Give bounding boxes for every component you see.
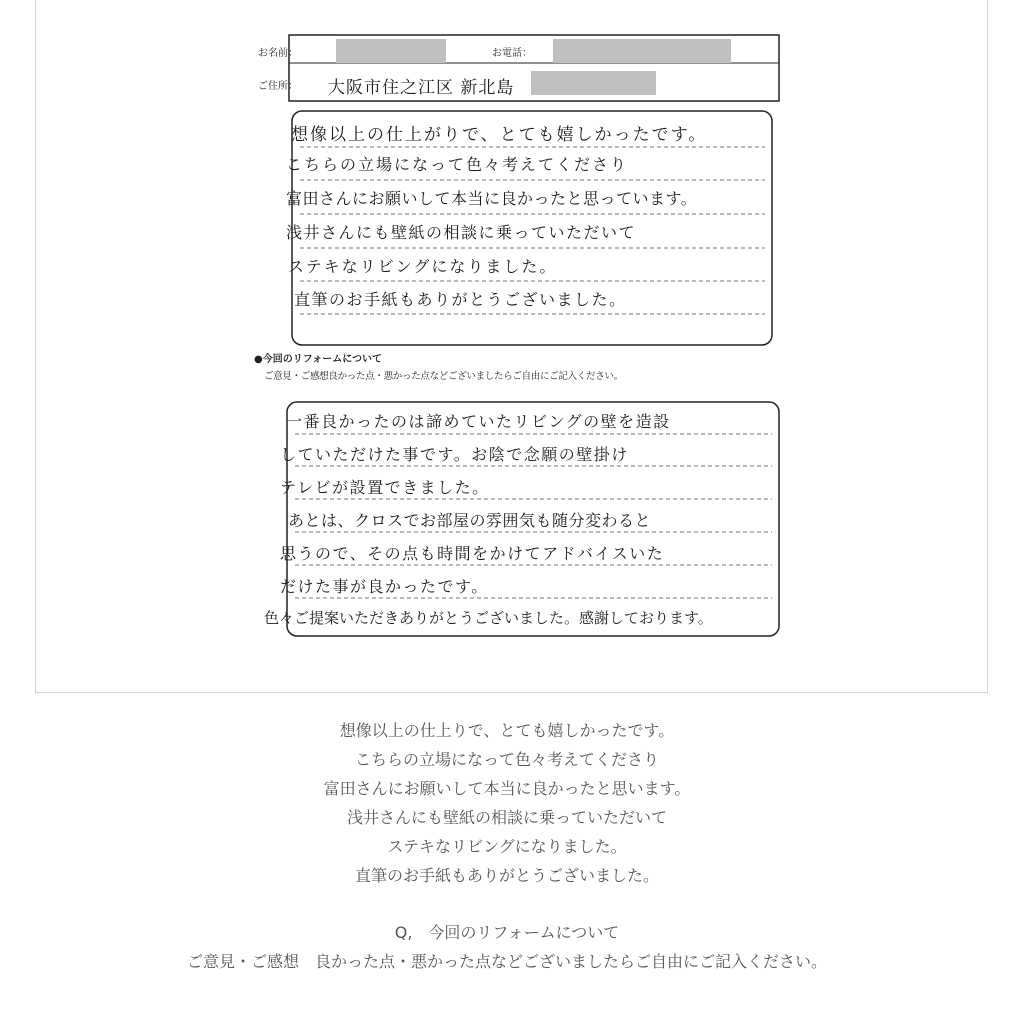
answer1-line: 想像以上の仕上がりで、とても嬉しかったです。 [291, 125, 708, 145]
transcript-question-title: Q, 今回のリフォームについて [394, 923, 620, 942]
address-redaction [531, 71, 656, 95]
answer1-line: 浅井さんにも壁紙の相談に乗っていただいて [286, 223, 637, 242]
phone-label: お電話： [492, 48, 532, 59]
transcript-question-body: ご意見・ご感想 良かった点・悪かった点などございましたらご自由にご記入ください。 [186, 952, 827, 971]
answer2-line: だけた事が良かったです。 [280, 577, 489, 596]
answer2-line: あとは、クロスでお部屋の雰囲気も随分変わると [288, 511, 652, 530]
address-handwriting: 大阪市住之江区 新北島 [328, 78, 515, 98]
answer2-line: テレビが設置できました。 [280, 478, 490, 497]
answer1-line: 富田さんにお願いして本当に良かったと思っています。 [286, 189, 698, 208]
transcript-line: ステキなリビングになりました。 [387, 837, 627, 856]
form-question-body: ご意見・ご感想良かった点・悪かった点などございましたらご自由にご記入ください。 [264, 371, 623, 382]
name-label: お名前： [258, 48, 298, 59]
transcript-line: 浅井さんにも壁紙の相談に乗っていただいて [346, 808, 667, 827]
transcript-line: こちらの立場になって色々考えてくださり [354, 750, 659, 769]
form-question-heading: ●今回のリフォームについて [254, 354, 383, 365]
answer2-line: 一番良かったのは諦めていたリビングの壁を造設 [286, 412, 671, 431]
scanned-form-frame [35, 0, 988, 693]
answer1-line: ステキなリビングになりました。 [288, 257, 558, 276]
transcript-line: 直筆のお手紙もありがとうございました。 [354, 866, 659, 885]
phone-redaction [553, 39, 731, 63]
answer1-line: 直筆のお手紙もありがとうございました。 [294, 290, 627, 309]
answer2-line: 色々ご提案いただきありがとうございました。感謝しております。 [264, 609, 713, 627]
transcript-line: 富田さんにお願いして本当に良かったと思います。 [323, 779, 691, 798]
answer1-line: こちらの立場になって色々考えてくださり [286, 155, 629, 174]
answer2-line: 思うので、その点も時間をかけてアドバイスいた [280, 544, 665, 563]
transcript-line: 想像以上の仕上りで、とても嬉しかったです。 [339, 721, 675, 740]
answer2-line: していただけた事です。お陰で念願の壁掛け [280, 445, 629, 464]
address-label: ご住所： [258, 81, 298, 92]
name-redaction [336, 39, 446, 63]
